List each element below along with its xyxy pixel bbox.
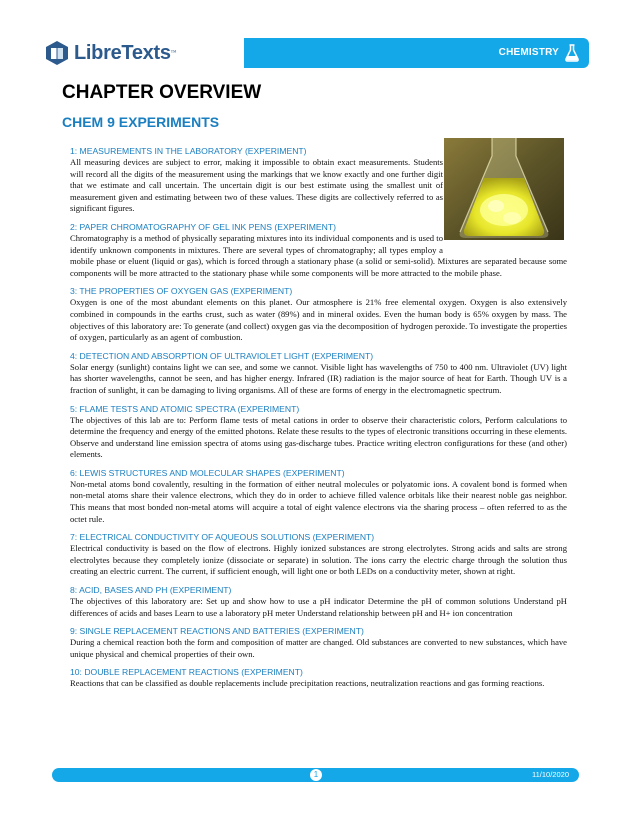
entry-summary: Oxygen is one of the most abundant elements on this planet. Our atmosphere is 21% free elemental oxygen. Oxygen is also extensively combined in compounds in the earths crust, such as water (89%) and in mineral oxides. Even the human body is 65% oxygen by mass. The objectives of this laboratory are: To generate (and collect) oxygen gas via the decomposition of hydrogen peroxide. To investigate the properties of oxygen, particularly as an agent of combustion.: [70, 297, 567, 343]
entry-title-link[interactable]: 5: FLAME TESTS AND ATOMIC SPECTRA (EXPERIMENT): [70, 403, 300, 414]
entry-summary: During a chemical reaction both the form and composition of matter are changed. Old substances are converted to new substances, which have unique physical and chemical properties of their own.: [70, 637, 567, 659]
entry-summary: The objectives of this laboratory are: Set up and show how to use a pH indicator Determine the pH of common solutions Understand pH differences of acids and bases Learn to use a laboratory pH meter Understand relationship between pH and H+ ion concentration: [70, 596, 567, 618]
page-footer: [52, 768, 579, 782]
footer-date: 11/10/2020: [532, 770, 569, 779]
entry-summary: Chromatography is a method of physically separating mixtures into its individual components and is used to identify unknown components in mixtures. There are several types of chromatography; all types employ a mobile phase or eluent (liquid or gas), which is forced through a stationary phase (a solid or semi-solid). Mixtures are separated because some components will be more attracted to the stationary phase while some components will be more attracted to the mobile phase.: [70, 232, 567, 278]
libretexts-logo-icon: [44, 40, 70, 66]
flask-icon: [564, 44, 580, 62]
page-header: [44, 38, 589, 68]
entry-summary: Electrical conductivity is based on the flow of electrons. Highly ionized substances are strong electrolytes. Strong acids and salts are strong electrolytes because they completely ionize (dissociate or separate) in solution. The ions carry the electric charge through the solution thus creating an electric current. The current, if sufficient enough, will light one or both LEDs on a conductivity meter, shown at right.: [70, 543, 567, 577]
list-item: [70, 404, 567, 461]
entry-title-link[interactable]: 3: THE PROPERTIES OF OXYGEN GAS (EXPERIMENT): [70, 286, 293, 297]
list-item: [70, 351, 567, 397]
image-spacer: [443, 157, 567, 249]
entry-title-link[interactable]: 2: PAPER CHROMATOGRAPHY OF GEL INK PENS (EXPERIMENT): [70, 221, 336, 232]
entry-title-link[interactable]: 10: DOUBLE REPLACEMENT REACTIONS (EXPERIMENT): [70, 667, 303, 678]
page-title: CHAPTER OVERVIEW: [62, 82, 262, 103]
libretexts-logo[interactable]: [44, 38, 244, 68]
entry-title-link[interactable]: 8: ACID, BASES AND PH (EXPERIMENT): [70, 585, 232, 596]
list-item: [70, 286, 567, 343]
entry-summary: The objectives of this lab are to: Perform flame tests of metal cations in order to observe their characteristic colors, Perform calculations to determine the frequency and energy of the emitted photons. Relate these results to the types of electronic transitions occurring in these elements. Observe and understand line emission spectra of atoms using gas-discharge tubes. Practice writing electron configurations for these (and other) elements.: [70, 414, 567, 460]
entry-title-link[interactable]: 1: MEASUREMENTS IN THE LABORATORY (EXPERIMENT): [70, 146, 307, 156]
list-item: [70, 585, 567, 619]
brand-tm: ™: [170, 50, 177, 56]
section-label[interactable]: CHEMISTRY: [498, 47, 559, 58]
list-item: [70, 468, 567, 525]
entry-summary: Non-metal atoms bond covalently, resulting in the formation of either neutral molecules or polyatomic ions. A covalent bond is formed when non-metal atoms share their valence electrons, which they do in order to achieve filled valence orbitals like their nearest noble gas neighbor. This means that most bonded non-metal atoms will acquire a total of eight valence electrons via the sharing process – often referred to as the octet rule.: [70, 478, 567, 524]
brand-name: LibreTexts: [74, 41, 171, 64]
page-subtitle: CHEM 9 EXPERIMENTS: [62, 114, 220, 130]
list-item: [70, 626, 567, 660]
entry-title-link[interactable]: 7: ELECTRICAL CONDUCTIVITY OF AQUEOUS SOLUTIONS (EXPERIMENT): [70, 532, 375, 543]
list-item: [70, 146, 567, 215]
entry-summary: Solar energy (sunlight) contains light we can see, and some we cannot. Visible light has wavelengths of 750 to 400 nm. Ultraviolet (UV) light has shorter wavelengths, cannot be seen, and has higher energy. Infrared (IR) radiation is the major source of heat for Earth. Though UV is a fraction of sunlight, it can be damaging to living organisms. All of these are forms of energy in the electromagnetic spectrum.: [70, 361, 567, 395]
chapter-contents: [70, 146, 567, 697]
page-number: 1: [310, 769, 322, 781]
entry-summary: Reactions that can be classified as double replacements include precipitation reactions, neutralization reactions and gas forming reactions.: [70, 678, 545, 689]
list-item: [70, 532, 567, 578]
entry-summary: All measuring devices are subject to error, making it impossible to obtain exact measurements. Students will record all the digits of the measurement using the markings that we know exactly and one further digit that we estimate and call uncertain. The uncertain digit is our best estimate using the smallest unit of measurement given and estimating between two of these values. These digits are collectively referred to as significant figures.: [70, 157, 443, 214]
entry-title-link[interactable]: 9: SINGLE REPLACEMENT REACTIONS AND BATTERIES (EXPERIMENT): [70, 626, 364, 637]
entry-title-link[interactable]: 6: LEWIS STRUCTURES AND MOLECULAR SHAPES (EXPERIMENT): [70, 467, 345, 478]
entry-title-link[interactable]: 4: DETECTION AND ABSORPTION OF ULTRAVIOLET LIGHT (EXPERIMENT): [70, 350, 374, 361]
list-item: [70, 667, 567, 690]
